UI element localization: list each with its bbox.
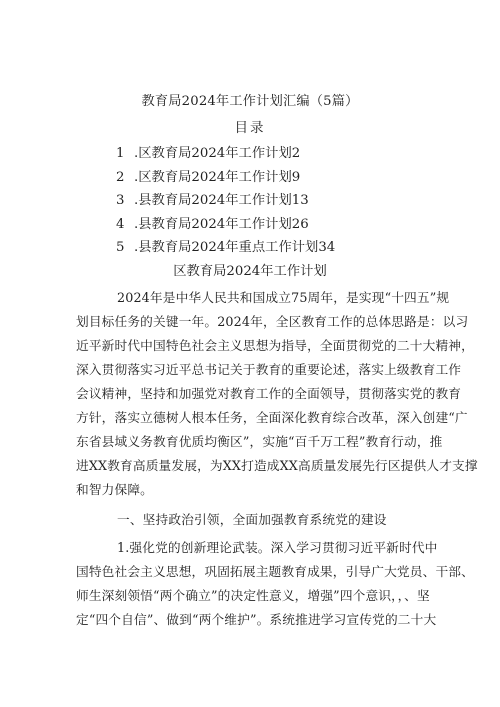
- toc-item[interactable]: [116, 193, 309, 209]
- toc-item-label: .县教育局2024年重点工作计划34: [134, 240, 336, 255]
- toc-item-number: 1: [116, 146, 125, 161]
- section-heading: 一、坚持政治引领，全面加强教育系统党的建设: [117, 512, 387, 527]
- paragraph-line: 1.强化党的创新理论武装。深入学习贯彻习近平新时代中: [117, 540, 438, 555]
- toc-item-label: .区教育局2024年工作计划9: [134, 170, 301, 185]
- paragraph-line: 定“四个自信”、做到“两个维护”。系统推进学习宣传党的二十大: [76, 612, 437, 627]
- toc-item[interactable]: [116, 217, 309, 233]
- toc-item-label: .区教育局2024年工作计划2: [134, 146, 301, 161]
- toc-item-number: 2: [116, 170, 125, 185]
- toc-item[interactable]: [116, 240, 335, 256]
- toc-item-label: .县教育局2024年工作计划13: [134, 193, 309, 208]
- toc-item-number: 4: [116, 217, 125, 232]
- paragraph-line: 国特色社会主义思想，巩固拓展主题教育成果，引导广大党员、干部、: [76, 564, 474, 579]
- toc-item[interactable]: [116, 146, 300, 162]
- paragraph-line: 2024年是中华人民共和国成立75周年，是实现“十四五”规: [117, 290, 450, 305]
- toc-item[interactable]: [116, 170, 300, 186]
- paragraph-line: 和智力保障。: [76, 482, 154, 497]
- paragraph-line: 划目标任务的关键一年。2024年，全区教育工作的总体思路是：以习: [76, 314, 469, 329]
- toc-item-label: .县教育局2024年工作计划26: [134, 217, 309, 232]
- paragraph-line: 进XX教育高质量发展，为XX打造成XX高质量发展先行区提供人才支撑: [76, 458, 478, 473]
- paragraph-line: 深入贯彻落实习近平总书记关于教育的重要论述，落实上级教育工作: [76, 362, 462, 377]
- paragraph-line: 东省县域义务教育优质均衡区”，实施“百千万工程”教育行动，推: [76, 434, 443, 449]
- toc-heading: 目录: [234, 120, 266, 136]
- toc-item-number: 3: [116, 193, 125, 208]
- section-title: 区教育局2024年工作计划: [173, 264, 327, 279]
- paragraph-line: 方针，落实立德树人根本任务，全面深化教育综合改革，深入创建“广: [76, 410, 468, 425]
- paragraph-line: 师生深刻领悟“两个确立”的决定性意义，增强”四个意识，，、坚: [76, 588, 430, 603]
- paragraph-line: 会议精神，坚持和加强党对教育工作的全面领导，贯彻落实党的教育: [76, 386, 462, 401]
- toc-item-number: 5: [116, 240, 125, 255]
- paragraph-line: 近平新时代中国特色社会主义思想为指导，全面贯彻党的二十大精神，: [76, 338, 474, 353]
- document-title: 教育局2024年工作计划汇编（5篇）: [141, 94, 359, 109]
